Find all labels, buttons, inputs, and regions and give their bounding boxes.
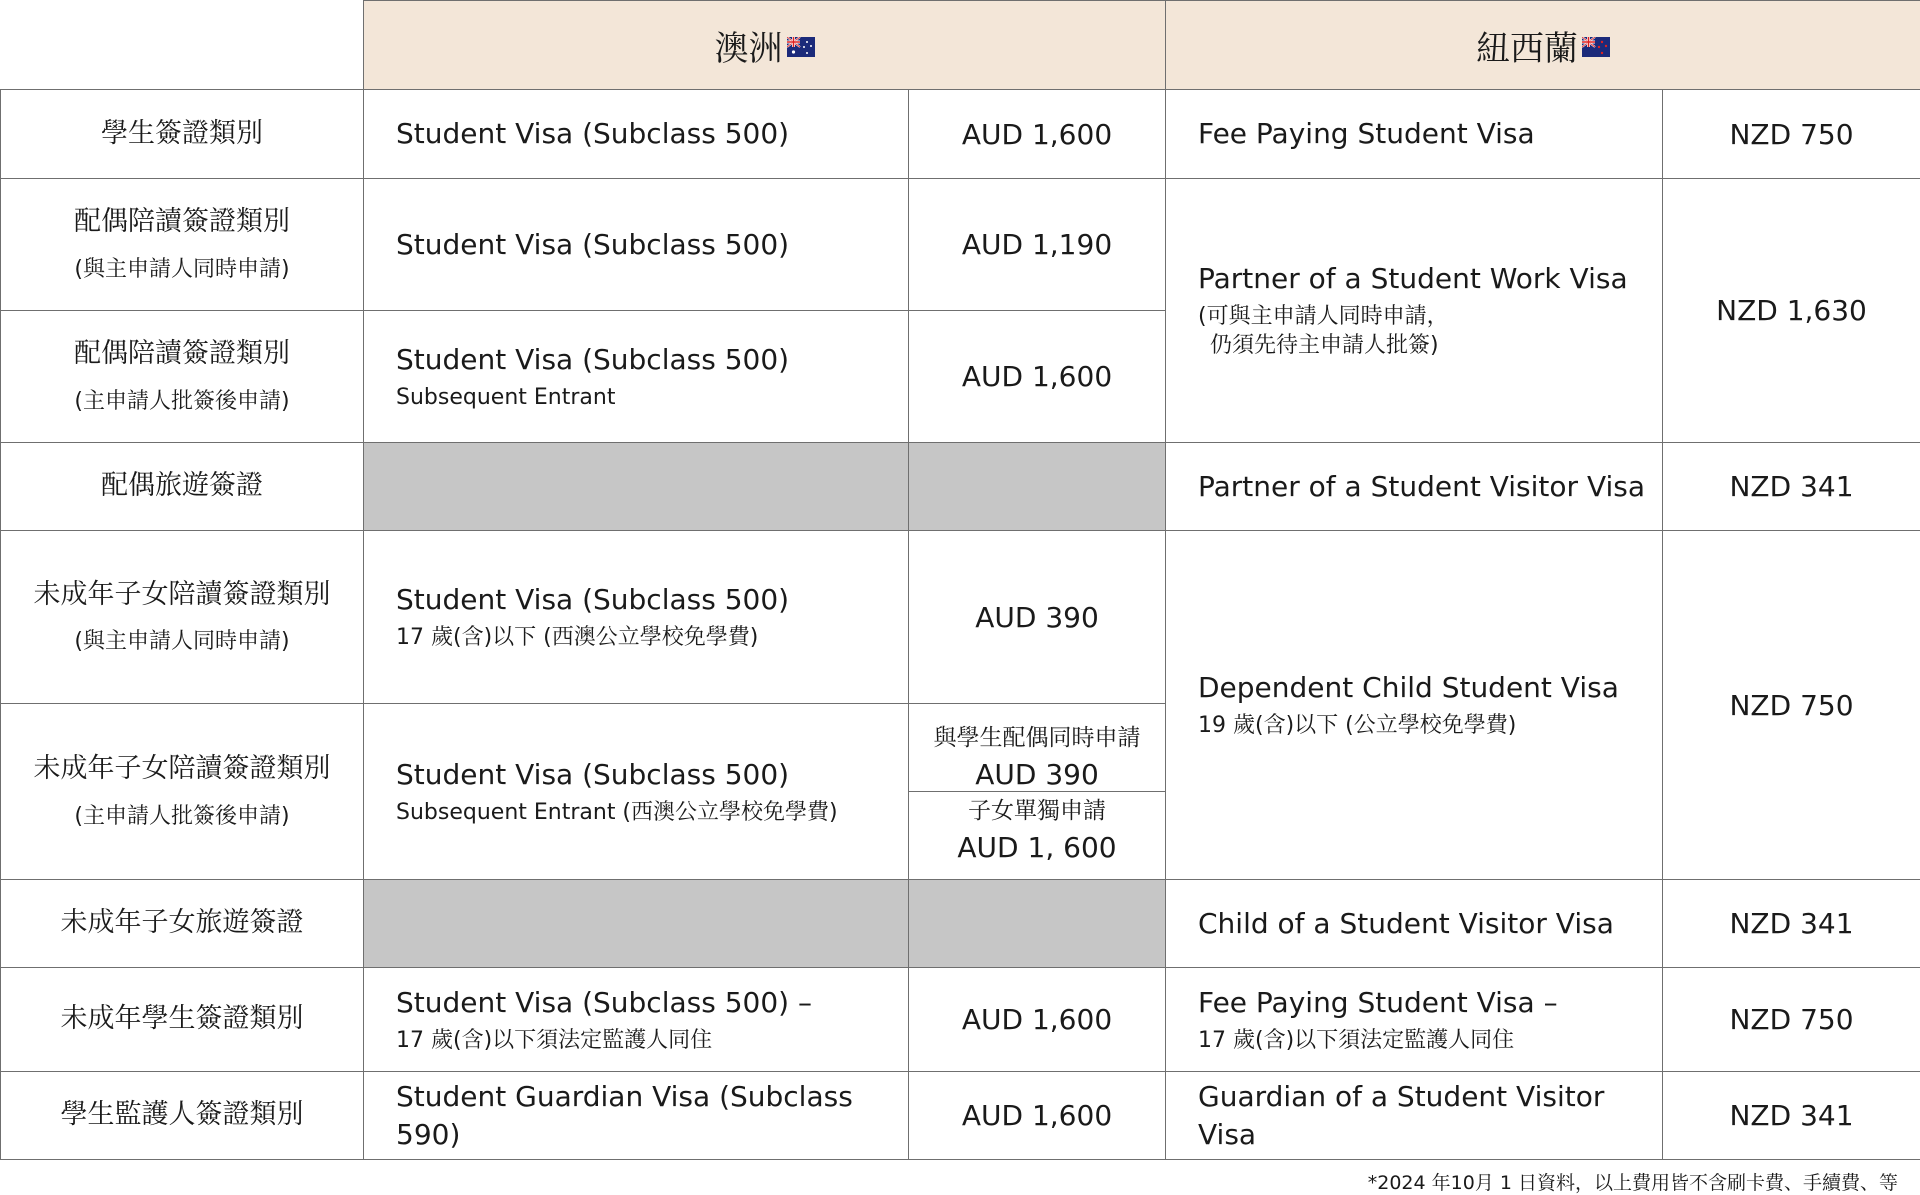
footnote: *2024 年10月 1 日資料，以上費用皆不含刷卡費、手續費、等 (1367, 1172, 1898, 1194)
header-nz-label: 紐西蘭 (1476, 28, 1578, 69)
nz-visa-cell: Guardian of a Student Visitor Visa (1166, 1072, 1663, 1160)
au-price-joint: 與學生配偶同時申請 AUD 390 (933, 725, 1141, 791)
au-visa-cell: Student Visa (Subclass 500) Subsequent Entrant (364, 311, 909, 443)
nz-visa-cell: Fee Paying Student Visa (1166, 90, 1663, 179)
au-price-cell (909, 704, 1166, 880)
au-empty-cell (364, 443, 909, 531)
au-visa-cell: Student Visa (Subclass 500) (364, 179, 909, 311)
au-empty-price-cell (909, 443, 1166, 531)
au-visa-cell: Student Visa (Subclass 500) – 17 歲(含)以下須法定監護人同住 (364, 968, 909, 1072)
table-row (1, 880, 1920, 968)
category-cell: 配偶陪讀簽證類別 (與主申請人同時申請) (1, 179, 364, 311)
au-price-cell: AUD 1,190 (909, 179, 1166, 311)
au-visa-cell: Student Visa (Subclass 500) 17 歲(含)以下 (西澳公立學校免學費) (364, 531, 909, 704)
au-price-cell: AUD 1,600 (909, 90, 1166, 179)
category-cell: 配偶旅遊簽證 (1, 443, 364, 531)
category-cell: 未成年學生簽證類別 (1, 968, 364, 1072)
category-cell: 學生簽證類別 (1, 90, 364, 179)
nz-price-cell: NZD 750 (1663, 968, 1920, 1072)
category-cell: 未成年子女旅遊簽證 (1, 880, 364, 968)
header-new-zealand (1166, 1, 1920, 90)
nz-price-cell: NZD 750 (1663, 90, 1920, 179)
au-price-cell: AUD 390 (909, 531, 1166, 704)
au-price-cell: AUD 1,600 (909, 311, 1166, 443)
category-cell: 未成年子女陪讀簽證類別 (與主申請人同時申請) (1, 531, 364, 704)
au-price-cell: AUD 1,600 (909, 1072, 1166, 1160)
category-cell: 學生監護人簽證類別 (1, 1072, 364, 1160)
nz-visa-cell: Dependent Child Student Visa 19 歲(含)以下 (公立學校免學費) (1166, 531, 1663, 880)
table-row (1, 1072, 1920, 1160)
table-row (1, 179, 1920, 311)
table-row (1, 90, 1920, 179)
nz-price-cell: NZD 1,630 (1663, 179, 1920, 443)
header-australia (364, 1, 1166, 90)
nz-price-cell: NZD 341 (1663, 443, 1920, 531)
header-au-label: 澳洲 (714, 28, 783, 69)
nz-visa-cell: Partner of a Student Visitor Visa (1166, 443, 1663, 531)
au-visa-cell: Student Visa (Subclass 500) Subsequent Entrant (西澳公立學校免學費) (364, 704, 909, 880)
header-corner (1, 1, 364, 90)
nz-price-cell: NZD 341 (1663, 880, 1920, 968)
category-cell: 配偶陪讀簽證類別 (主申請人批簽後申請) (1, 311, 364, 443)
au-empty-cell (364, 880, 909, 968)
nz-visa-cell: Child of a Student Visitor Visa (1166, 880, 1663, 968)
category-cell: 未成年子女陪讀簽證類別 (主申請人批簽後申請) (1, 704, 364, 880)
au-price-cell: AUD 1,600 (909, 968, 1166, 1072)
table-row (1, 531, 1920, 704)
nz-price-cell: NZD 341 (1663, 1072, 1920, 1160)
table-row (1, 968, 1920, 1072)
australia-flag-icon (787, 37, 815, 57)
nz-visa-cell: Partner of a Student Work Visa (可與主申請人同時申請， 仍須先待主申請人批簽) (1166, 179, 1663, 443)
table-row (1, 443, 1920, 531)
au-visa-cell: Student Visa (Subclass 500) (364, 90, 909, 179)
au-empty-price-cell (909, 880, 1166, 968)
nz-visa-cell: Fee Paying Student Visa – 17 歲(含)以下須法定監護人同住 (1166, 968, 1663, 1072)
new-zealand-flag-icon (1582, 37, 1610, 57)
au-visa-cell: Student Guardian Visa (Subclass 590) (364, 1072, 909, 1160)
nz-price-cell: NZD 750 (1663, 531, 1920, 880)
au-price-separate: 子女單獨申請 AUD 1, 600 (909, 791, 1165, 864)
